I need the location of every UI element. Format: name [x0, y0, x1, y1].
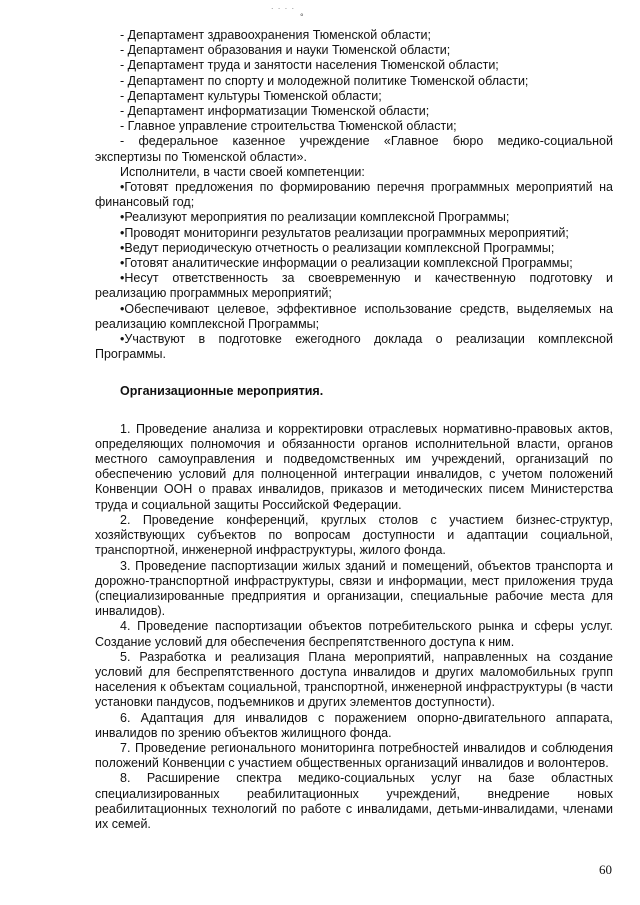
bullet-item: •Готовят аналитические информации о реализации комплексной Программы;: [120, 256, 573, 271]
department-item: - Департамент информатизации Тюменской области;: [120, 104, 430, 119]
bullet-item: •Участвуют в подготовке ежегодного доклада о реализации комплексной Программы.: [95, 332, 613, 362]
department-item: - Департамент образования и науки Тюменской области;: [120, 43, 451, 58]
document-body: [95, 28, 613, 832]
measure-item: 4. Проведение паспортизации объектов потребительского рынка и сферы услуг. Создание условий для обеспечения беспрепятственного доступа к ним.: [95, 619, 613, 649]
bullet-item: •Реализуют мероприятия по реализации комплексной Программы;: [120, 210, 510, 225]
measure-item: 8. Расширение спектра медико-социальных услуг на базе областных специализированных реабилитационных учреждений, внедрение новых реабилитационных технологий по работе с инвалидами, детьми-инвалидами, членами их семей.: [95, 771, 613, 831]
department-item: - Департамент труда и занятости населения Тюменской области;: [120, 58, 499, 73]
top-mark-small: °: [300, 12, 304, 22]
measure-item: 7. Проведение регионального мониторинга потребностей инвалидов и соблюдения положений Конвенции с участием общественных организаций инвалидов и волонтеров.: [95, 740, 613, 771]
department-item: - Главное управление строительства Тюменской области;: [120, 119, 457, 134]
measures-list: [95, 422, 613, 832]
executors-intro: Исполнители, в части своей компетенции:: [120, 164, 365, 179]
bullet-item: •Проводят мониторинги результатов реализации программных мероприятий;: [120, 225, 569, 240]
measure-item: 1. Проведение анализа и корректировки отраслевых нормативно-правовых актов, определяющих полномочия и обязанности органов исполнительной власти, органов местного самоуправления и подведомственных им учреждений, организаций по обеспечению условий для полноценной интеграции инвалидов, с учетом положений Конвенции ООН о правах инвалидов, приказов и методических писем Министерства труда и социальной защиты Российской Федерации.: [95, 421, 613, 512]
measure-item: 6. Адаптация для инвалидов с поражением опорно-двигательного аппарата, инвалидов по зрению объектов жилищного фонда.: [95, 710, 613, 740]
departments-list: [95, 28, 613, 134]
top-mark: · · · ·: [270, 4, 296, 13]
bullet-item: •Обеспечивают целевое, эффективное использование средств, выделяемых на реализацию комплексной Программы;: [95, 301, 613, 331]
department-item: - Департамент по спорту и молодежной политике Тюменской области;: [120, 73, 529, 88]
bullet-item: •Ведут периодическую отчетность о реализации комплексной Программы;: [120, 240, 555, 255]
bullet-item: •Готовят предложения по формированию перечня программных мероприятий на финансовый год;: [95, 180, 613, 210]
page-number: 60: [599, 862, 612, 877]
measure-item: 2. Проведение конференций, круглых столов с участием бизнес-структур, хозяйствующих субъектов по вопросам доступности и адаптации социальной, транспортной, инженерной инфраструктуры, жилого фонда.: [95, 512, 613, 558]
section-heading: Организационные мероприятия.: [120, 384, 324, 399]
executors-bullets: [95, 180, 613, 362]
federal-institution: - федеральное казенное учреждение «Главное бюро медико-социальной экспертизы по Тюменской области».: [95, 134, 613, 164]
measure-item: 3. Проведение паспортизации жилых зданий и помещений, объектов транспорта и дорожно-транспортной инфраструктуры, связи и информации, мест приложения труда (специализированные предприятия и организации, специальные рабочие места для инвалидов).: [95, 558, 613, 619]
department-item: - Департамент культуры Тюменской области;: [120, 88, 382, 103]
bullet-item: •Несут ответственность за своевременную и качественную подготовку и реализацию программных мероприятий;: [95, 271, 613, 301]
department-item: - Департамент здравоохранения Тюменской области;: [120, 28, 431, 42]
measure-item: 5. Разработка и реализация Плана мероприятий, направленных на создание условий для беспрепятственного доступа инвалидов и других маломобильных групп населения к объектам социальной, транспортной, инженерной инфраструктуры (в части установки пандусов, подъемников и других элементов доступности).: [95, 649, 613, 710]
